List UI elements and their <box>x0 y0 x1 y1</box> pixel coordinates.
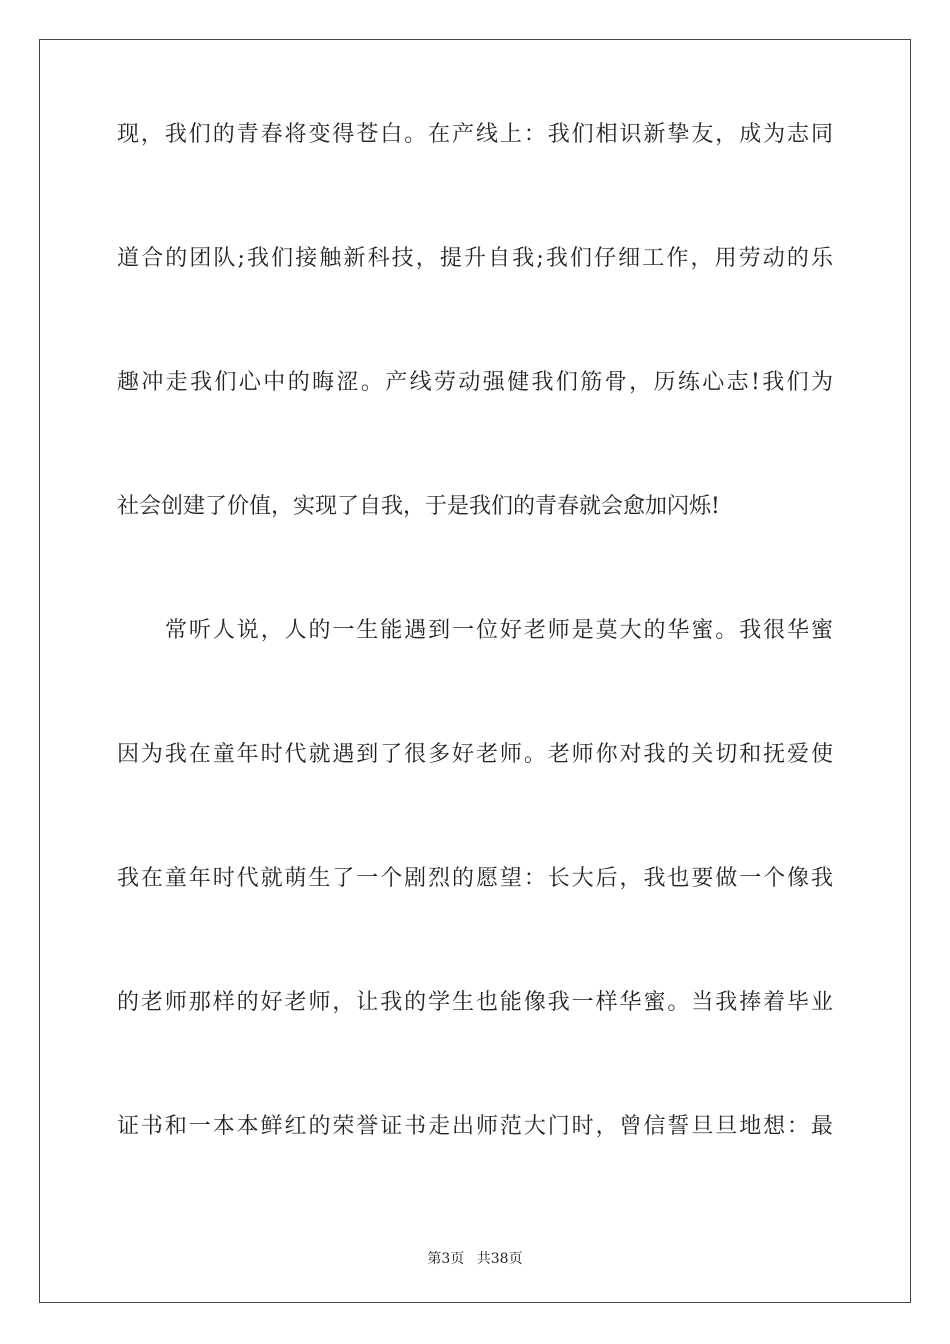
text-line: 的老师那样的好老师，让我的学生也能像我一样华蜜。当我捧着毕业 <box>117 990 833 1015</box>
text-line: 社会创建了价值，实现了自我，于是我们的青春就会愈加闪烁! <box>117 494 720 519</box>
text-line: 我在童年时代就萌生了一个剧烈的愿望：长大后，我也要做一个像我 <box>117 866 833 891</box>
text-line: 现，我们的青春将变得苍白。在产线上：我们相识新挚友，成为志同 <box>117 122 833 147</box>
paragraph-start-line: 常听人说，人的一生能遇到一位好老师是莫大的华蜜。我很华蜜 <box>165 618 833 643</box>
text-line: 因为我在童年时代就遇到了很多好老师。老师你对我的关切和抚爱使 <box>117 742 833 767</box>
page-footer <box>0 1248 950 1268</box>
text-line: 趣冲走我们心中的晦涩。产线劳动强健我们筋骨，历练心志!我们为 <box>117 370 833 395</box>
text-line: 证书和一本本鲜红的荣誉证书走出师范大门时，曾信誓旦旦地想：最 <box>117 1114 833 1139</box>
page-number: 第3页 <box>427 1251 465 1267</box>
text-line: 道合的团队;我们接触新科技，提升自我;我们仔细工作，用劳动的乐 <box>117 246 833 271</box>
page-total: 共38页 <box>476 1251 523 1267</box>
